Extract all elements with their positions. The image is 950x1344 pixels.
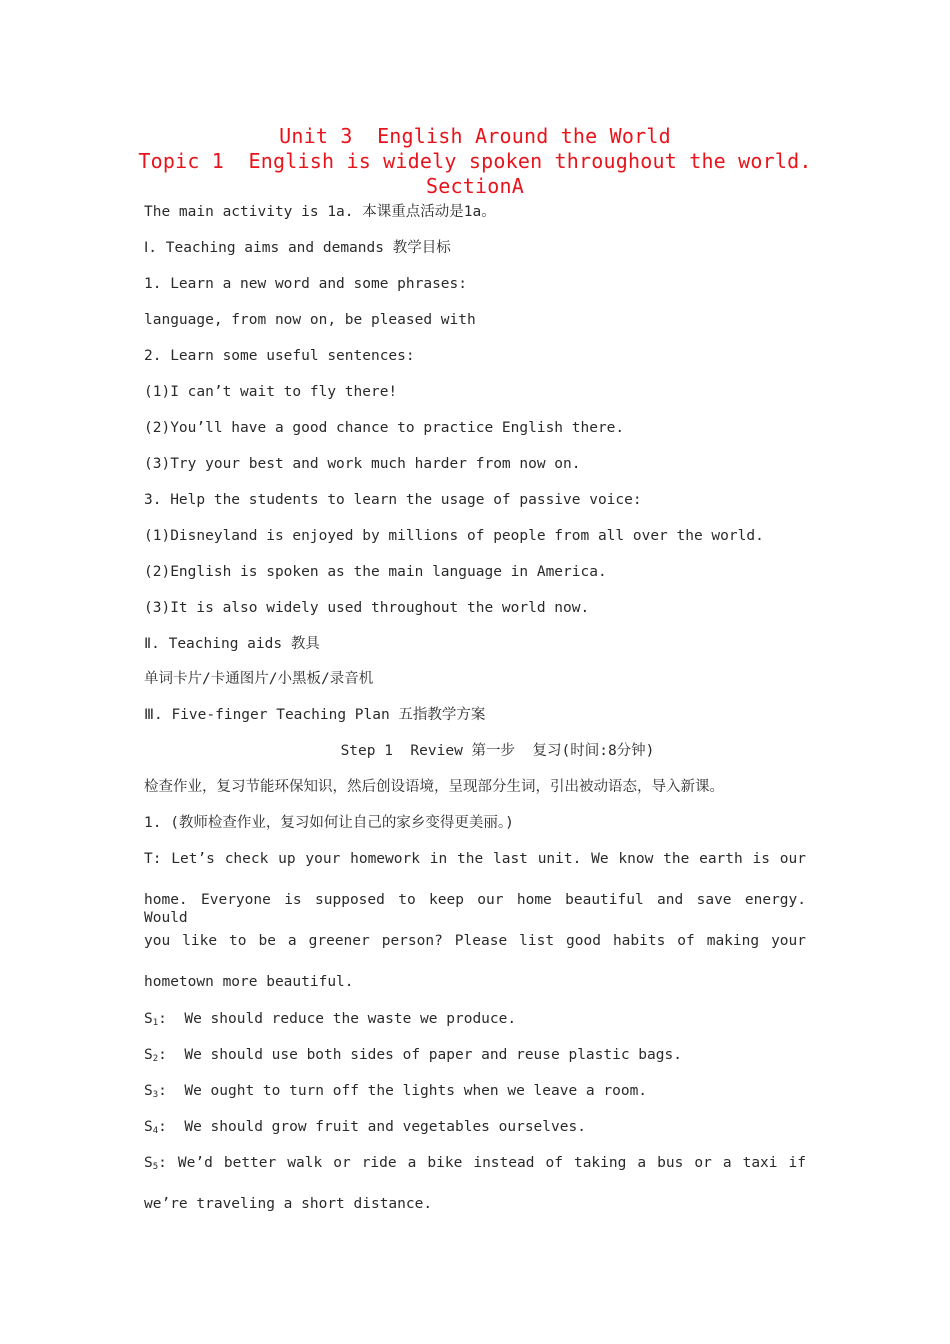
speaker-number: 1 [152, 1018, 159, 1028]
main-activity: The main activity is 1a. 本课重点活动是1a。 [144, 204, 496, 220]
aids-list: 单词卡片/卡通图片/小黑板/录音机 [144, 671, 374, 687]
step-1-description: 检查作业，复习节能环保知识，然后创设语境，呈现部分生词，引出被动语态，导入新课。 [144, 779, 724, 795]
unit-title: Unit 3 English Around the World [279, 124, 671, 148]
student-3-line [144, 1082, 647, 1104]
student-5-line-2: we’re traveling a short distance. [144, 1196, 433, 1212]
aim-1-words: language, from now on, be pleased with [144, 312, 476, 328]
speaker-number: 3 [152, 1090, 159, 1100]
student-1-line [144, 1010, 516, 1032]
teacher-line-3: you like to be a greener person? Please list good habits of making your [144, 933, 806, 949]
speaker-label: S [144, 1083, 153, 1099]
aim-3-sentence-2: (2)English is spoken as the main language in America. [144, 564, 607, 580]
aim-2-sentence-2: (2)You’ll have a good chance to practice English there. [144, 420, 625, 436]
aim-2-sentence-1: (1)I can’t wait to fly there! [144, 384, 398, 400]
student-2-line [144, 1046, 682, 1068]
speaker-label: S [144, 1047, 153, 1063]
speaker-separator: : [158, 1083, 185, 1099]
aim-3: 3. Help the students to learn the usage of passive voice: [144, 492, 642, 508]
speaker-number: 4 [152, 1126, 159, 1136]
teacher-line-4: hometown more beautiful. [144, 974, 354, 990]
title-block [0, 124, 950, 199]
aim-3-sentence-1: (1)Disneyland is enjoyed by millions of people from all over the world. [144, 528, 764, 544]
student-4-line [144, 1118, 586, 1140]
speaker-separator: : [158, 1047, 185, 1063]
speaker-label: S [144, 1155, 153, 1171]
aim-2-sentence-3: (3)Try your best and work much harder from now on. [144, 456, 581, 472]
speaker-number: 2 [152, 1054, 159, 1064]
teacher-line-2: home. Everyone is supposed to keep our home beautiful and save energy. Would [144, 892, 806, 926]
student-2-text: We should use both sides of paper and reuse plastic bags. [184, 1047, 682, 1063]
aim-3-sentence-3: (3)It is also widely used throughout the world now. [144, 600, 590, 616]
speaker-separator: : [158, 1119, 185, 1135]
speaker-label: S [144, 1011, 153, 1027]
student-3-text: We ought to turn off the lights when we leave a room. [184, 1083, 648, 1099]
student-5-line-1 [144, 1154, 806, 1176]
speaker-label: S [144, 1119, 153, 1135]
speaker-number: 5 [152, 1162, 159, 1172]
teacher-line-1: T: Let’s check up your homework in the last unit. We know the earth is our [144, 851, 806, 867]
step-1-heading: Step 1 Review 第一步 复习(时间:8分钟) [340, 743, 655, 759]
aims-heading: Ⅰ. Teaching aims and demands 教学目标 [144, 240, 451, 256]
speaker-separator: : [158, 1011, 185, 1027]
topic-title: Topic 1 English is widely spoken throughout the world. [138, 149, 812, 173]
plan-heading: Ⅲ. Five-finger Teaching Plan 五指教学方案 [144, 707, 486, 723]
student-5-text-1: We’d better walk or ride a bike instead of taking a bus or a taxi if [177, 1155, 806, 1171]
aim-2: 2. Learn some useful sentences: [144, 348, 415, 364]
student-4-text: We should grow fruit and vegetables ourselves. [184, 1119, 586, 1135]
student-1-text: We should reduce the waste we produce. [184, 1011, 517, 1027]
speaker-separator: : [158, 1155, 178, 1171]
item-1: 1. (教师检查作业，复习如何让自己的家乡变得更美丽。) [144, 815, 514, 831]
aim-1: 1. Learn a new word and some phrases: [144, 276, 468, 292]
aids-heading: Ⅱ. Teaching aids 教具 [144, 636, 320, 652]
section-title: SectionA [426, 174, 524, 198]
